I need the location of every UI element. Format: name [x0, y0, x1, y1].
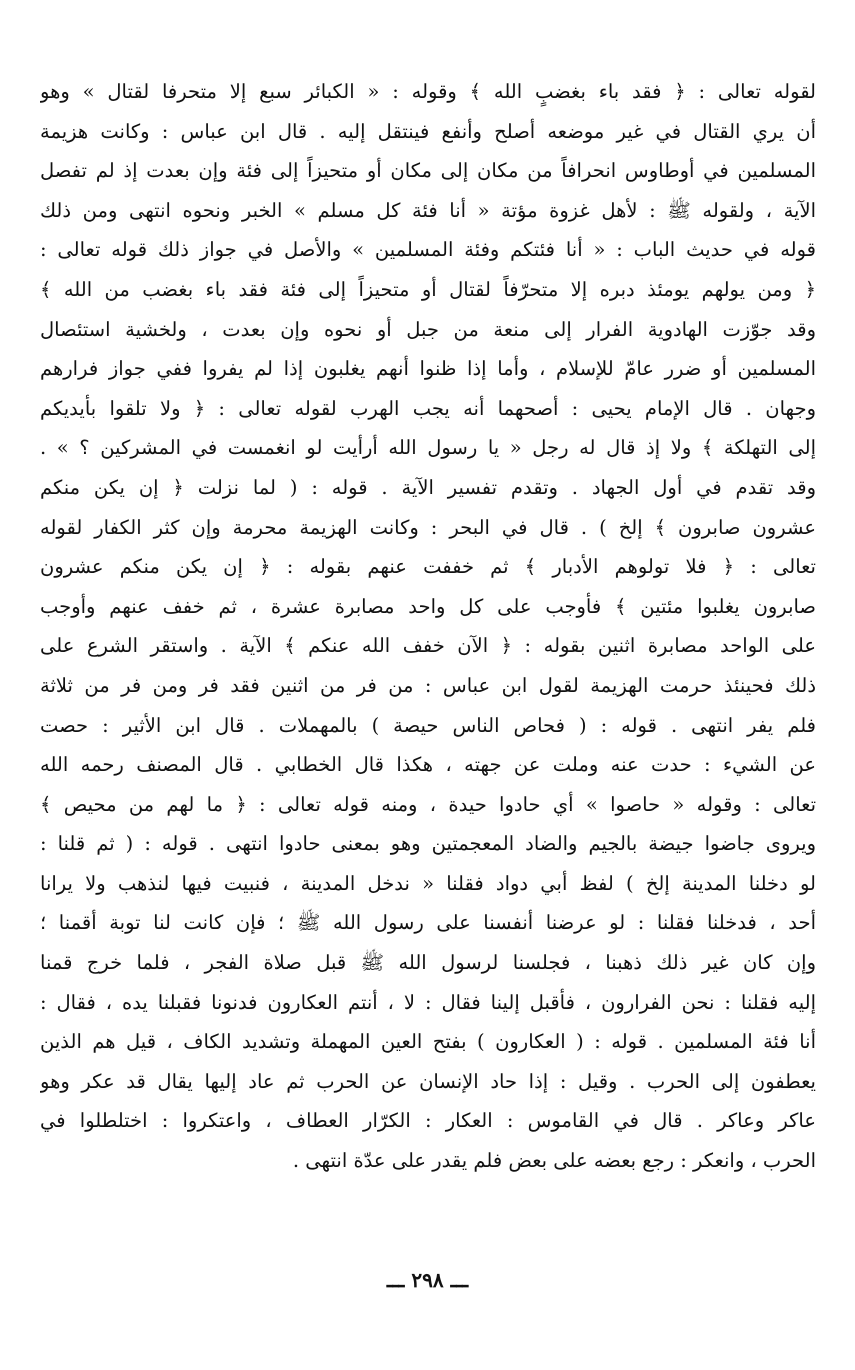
text-line: وقد جوّزت الهادوية الفرار إلى منعة من جبل أو نحوه وإن بعدت ، ولخشية استئصال	[40, 317, 816, 341]
text-line: أن يري القتال في غير موضعه أصلح وأنفع فينتقل إليه . قال ابن عباس : وكانت هزيمة	[40, 119, 816, 143]
text-line: ذلك فحينئذ حرمت الهزيمة لقول ابن عباس : من فر من اثنين فقد فر ومن فر من ثلاثة	[40, 673, 816, 697]
text-line: لقوله تعالى : ﴿ فقد باء بغضبٍ الله ﴾ وقوله : « الكبائر سبع إلا متحرفا لقتال » وهو	[40, 80, 816, 103]
text-line: المسلمين في أوطاوس انحرافاً من مكان إلى مكان أو متحيزاً إلى فئة وإن بعدت إذ لم تفصل	[40, 159, 816, 183]
text-line: ويروى جاضوا جيضة بالجيم والضاد المعجمتين وهو بمعنى حادوا انتهى . قوله : ( ثم قلنا :	[40, 832, 816, 856]
text-line: عن الشيء : حدت عنه وملت عن جهته ، هكذا قال الخطابي . قال المصنف رحمه الله	[40, 753, 816, 777]
text-line: أنا فئة المسلمين . قوله : ( العكارون ) بفتح العين المهملة وتشديد الكاف ، قيل هم الذين	[40, 1030, 816, 1054]
text-line: أحد ، فدخلنا فقلنا : لو عرضنا أنفسنا على رسول الله ﷺ ؛ فإن كانت لنا توبة أقمنا ؛	[40, 911, 816, 935]
text-line: قوله في حديث الباب : « أنا فئتكم وفئة المسلمين » والأصل في جواز ذلك قوله تعالى :	[40, 238, 816, 262]
text-line: إليه فقلنا : نحن الفرارون ، فأقبل إلينا فقال : لا ، أنتم العكارون فدنونا فقبلنا يده ، فقال :	[40, 990, 816, 1014]
text-line: إلى التهلكة ﴾ ولا إذ قال له رجل « يا رسول الله أرأيت لو انغمست في المشركين ؟ » .	[40, 436, 816, 460]
text-line: لو دخلنا المدينة إلخ ) لفظ أبي دواد فقلنا « ندخل المدينة ، فنبيت فيها لنذهب ولا يرانا	[40, 871, 816, 895]
text-line: يعطفون إلى الحرب . وقيل : إذا حاد الإنسان عن الحرب ثم عاد إليها يقال قد عكر وهو	[40, 1069, 816, 1093]
text-line: عشرون صابرون ﴾ إلخ ) . قال في البحر : وكانت الهزيمة محرمة وإن كثر الكفار لقوله	[40, 515, 816, 539]
text-line: عاكر وعاكر . قال في القاموس : العكار : الكرّار العطاف ، واعتكروا : اختلطلوا في	[40, 1109, 816, 1133]
text-line: الآية ، ولقوله ﷺ : لأهل غزوة مؤتة « أنا فئة كل مسلم » الخبر ونحوه انتهى ومن ذلك	[40, 198, 816, 222]
text-line: وإن كان غير ذلك ذهبنا ، فجلسنا لرسول الله ﷺ قبل صلاة الفجر ، فلما خرج قمنا	[40, 951, 816, 975]
text-line: وقد تقدم في أول الجهاد . وتقدم تفسير الآية . قوله : ( لما نزلت ﴿ إن يكن منكم	[40, 475, 816, 499]
page-number: ـــ ٢٩٨ ـــ	[386, 1268, 469, 1292]
text-line: المسلمين أو ضرر عامّ للإسلام ، وأما إذا ظنوا أنهم يغلبون إذا لم يفروا ففي جواز فرارهم	[40, 357, 816, 381]
text-line: ﴿ ومن يولهم يومئذ دبره إلا متحرّفاً لقتال أو متحيزاً إلى فئة فقد باء بغضب من الله ﴾	[40, 277, 816, 301]
text-line: على الواحد مصابرة اثنين بقوله : ﴿ الآن خفف الله عنكم ﴾ الآية . واستقر الشرع على	[40, 634, 816, 658]
text-line: وجهان . قال الإمام يحيى : أصحهما أنه يجب الهرب لقوله تعالى : ﴿ ولا تلقوا بأيديكم	[40, 396, 816, 420]
text-line: تعالى : ﴿ فلا تولوهم الأدبار ﴾ ثم خففت عنهم بقوله : ﴿ إن يكن منكم عشرون	[40, 555, 816, 579]
text-line: الحرب ، وانعكر : رجع بعضه على بعض فلم يقدر على عدّة انتهى .	[292, 1149, 816, 1173]
text-line: تعالى : وقوله « حاصوا » أي حادوا حيدة ، ومنه قوله تعالى : ﴿ ما لهم من محيص ﴾	[40, 792, 816, 816]
body-text	[40, 72, 816, 1181]
text-line: فلم يفر انتهى . قوله : ( فحاص الناس حيصة ) بالمهملات . قال ابن الأثير : حصت	[40, 713, 816, 737]
text-line: صابرون يغلبوا مئتين ﴾ فأوجب على كل واحد مصابرة عشرة ، ثم خفف عنهم وأوجب	[40, 594, 816, 618]
